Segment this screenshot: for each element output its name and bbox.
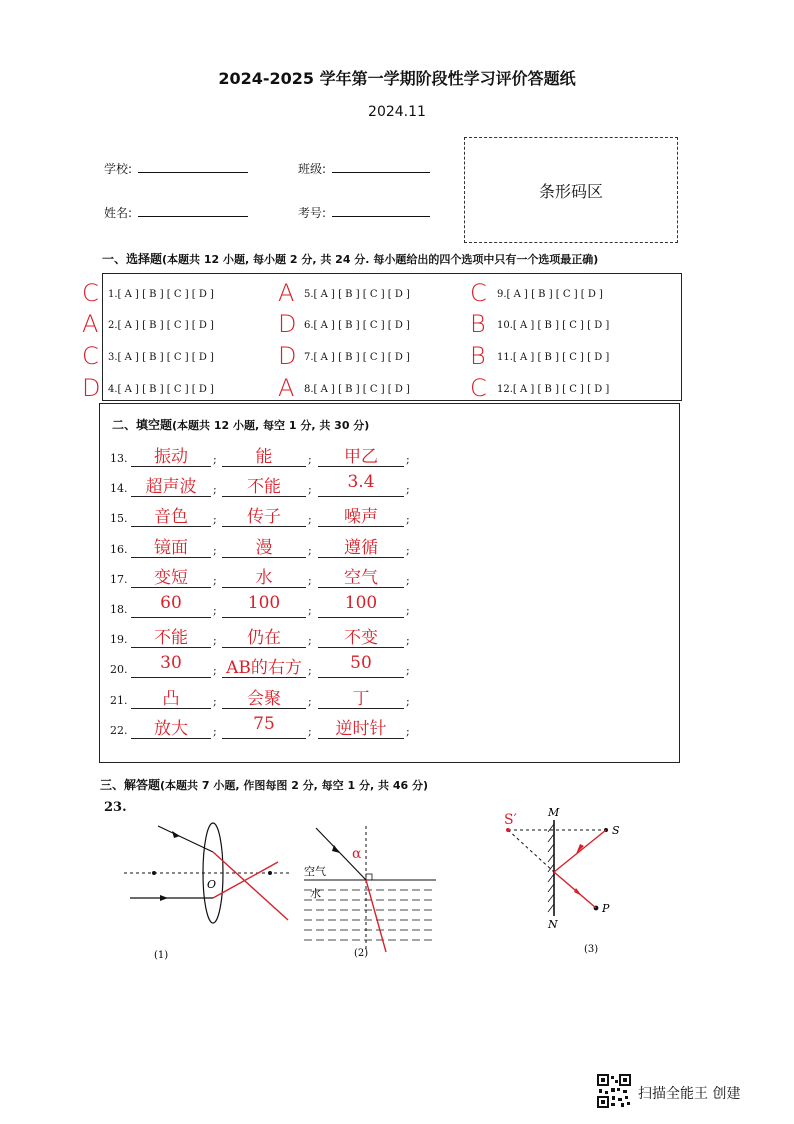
- section3-note: (本题共 7 小题, 作图每图 2 分, 每空 1 分, 共 46 分): [160, 779, 428, 792]
- fill-blank[interactable]: [318, 446, 404, 467]
- separator: ;: [213, 544, 217, 557]
- figure-refraction: [300, 820, 450, 970]
- handwritten-fill-answer: 甲乙: [344, 447, 378, 467]
- handwritten-fill-answer: 仍在: [247, 628, 281, 648]
- point-s-prime: [506, 828, 510, 832]
- choice-question-7[interactable]: 7.[ A ] [ B ] [ C ] [ D ]: [304, 352, 410, 363]
- separator: ;: [308, 483, 312, 496]
- label-water: 水: [310, 887, 321, 900]
- school-label: 学校:: [104, 162, 133, 176]
- label-alpha: α: [352, 846, 362, 862]
- handwritten-fill-answer: 遵循: [344, 538, 378, 558]
- choice-question-10[interactable]: 10.[ A ] [ B ] [ C ] [ D ]: [497, 320, 610, 331]
- handwritten-answer-8: A: [278, 374, 295, 402]
- separator: ;: [406, 544, 410, 557]
- choice-question-12[interactable]: 12.[ A ] [ B ] [ C ] [ D ]: [497, 384, 610, 395]
- separator: ;: [406, 664, 410, 677]
- handwritten-fill-answer: AB的右方: [226, 658, 302, 678]
- handwritten-fill-answer: 振动: [154, 447, 188, 467]
- arrow-2: [160, 895, 168, 901]
- fill-blank[interactable]: [222, 506, 306, 527]
- separator: ;: [308, 634, 312, 647]
- fill-question-number: 22.: [110, 724, 128, 737]
- fill-blank[interactable]: [318, 472, 404, 497]
- separator: ;: [213, 483, 217, 496]
- label-p: P: [602, 902, 610, 915]
- fill-question-number: 15.: [110, 512, 128, 525]
- fill-blank[interactable]: [131, 593, 211, 618]
- fill-blank[interactable]: [318, 537, 404, 558]
- fill-blank[interactable]: [131, 653, 211, 678]
- choice-question-6[interactable]: 6.[ A ] [ B ] [ C ] [ D ]: [304, 320, 410, 331]
- handwritten-answer-11: B: [470, 342, 486, 370]
- handwritten-answer-2: A: [82, 310, 99, 338]
- handwritten-answer-1: C: [82, 279, 99, 307]
- handwritten-answer-3: C: [82, 342, 99, 370]
- fill-blank[interactable]: [318, 627, 404, 648]
- handwritten-fill-answer: 能: [255, 447, 273, 467]
- fill-question-number: 19.: [110, 633, 128, 646]
- qr-code-icon: [597, 1074, 631, 1108]
- separator: ;: [213, 695, 217, 708]
- separator: ;: [213, 513, 217, 526]
- section1-heading: [102, 250, 598, 267]
- fill-blank[interactable]: [131, 718, 211, 739]
- separator: ;: [308, 574, 312, 587]
- handwritten-fill-answer: 传子: [247, 507, 281, 527]
- exam-no-field: [298, 204, 430, 221]
- fill-blank[interactable]: [131, 537, 211, 558]
- choice-question-11[interactable]: 11.[ A ] [ B ] [ C ] [ D ]: [497, 352, 610, 363]
- separator: ;: [308, 664, 312, 677]
- handwritten-fill-answer: 空气: [344, 568, 378, 588]
- footer-text: 扫描全能王 创建: [638, 1086, 741, 1102]
- fill-blank[interactable]: [131, 688, 211, 709]
- choice-question-3[interactable]: 3.[ A ] [ B ] [ C ] [ D ]: [108, 352, 214, 363]
- fill-blank[interactable]: [318, 567, 404, 588]
- figure-mirror: [490, 800, 640, 960]
- separator: ;: [213, 664, 217, 677]
- handwritten-fill-answer: 会聚: [247, 689, 281, 709]
- fig3-caption: (3): [584, 944, 599, 955]
- handwritten-answer-6: D: [278, 310, 297, 338]
- section2-note: (本题共 12 小题, 每空 1 分, 共 30 分): [172, 419, 370, 432]
- handwritten-answer-5: A: [278, 279, 295, 307]
- label-s: S: [612, 824, 620, 837]
- figure-lens: [118, 810, 298, 970]
- separator: ;: [308, 604, 312, 617]
- refracted-ray: [366, 880, 386, 952]
- section1-title: 一、选择题: [102, 252, 163, 266]
- fill-blank[interactable]: [131, 567, 211, 588]
- label-o: O: [207, 878, 217, 891]
- handwritten-fill-answer: 3.4: [347, 472, 375, 492]
- handwritten-fill-answer: 水: [255, 568, 273, 588]
- fill-question-number: 18.: [110, 603, 128, 616]
- handwritten-fill-answer: 60: [160, 593, 182, 613]
- section3-title: 三、解答题: [100, 778, 161, 792]
- separator: ;: [213, 574, 217, 587]
- handwritten-answer-12: C: [470, 374, 487, 402]
- fill-question-number: 20.: [110, 663, 128, 676]
- separator: ;: [308, 513, 312, 526]
- handwritten-fill-answer: 逆时针: [335, 719, 387, 739]
- section3-heading: [100, 776, 428, 793]
- handwritten-fill-answer: 变短: [154, 568, 188, 588]
- handwritten-answer-10: B: [470, 310, 486, 338]
- handwritten-fill-answer: 30: [160, 653, 182, 673]
- handwritten-answer-9: C: [470, 279, 487, 307]
- name-field: [104, 204, 248, 221]
- fill-question-number: 21.: [110, 694, 128, 707]
- fill-blank[interactable]: [131, 627, 211, 648]
- section1-note: (本题共 12 小题, 每小题 2 分, 共 24 分. 每小题给出的四个选项中只有一个选项最正确): [162, 253, 599, 266]
- choice-question-2[interactable]: 2.[ A ] [ B ] [ C ] [ D ]: [108, 320, 214, 331]
- right-angle-mark: [366, 874, 372, 880]
- fig2-caption: (2): [354, 948, 369, 959]
- exam-no-label: 考号:: [298, 206, 327, 220]
- handwritten-fill-answer: 75: [253, 714, 275, 734]
- fill-blank[interactable]: [222, 627, 306, 648]
- exam-no-line[interactable]: [332, 204, 430, 217]
- handwritten-fill-answer: 漫: [255, 538, 273, 558]
- handwritten-fill-answer: 50: [350, 653, 372, 673]
- handwritten-fill-answer: 超声波: [145, 477, 197, 497]
- virtual-ray: [508, 830, 554, 872]
- handwritten-fill-answer: 不能: [247, 477, 281, 497]
- choice-question-5[interactable]: 5.[ A ] [ B ] [ C ] [ D ]: [304, 289, 410, 300]
- separator: ;: [308, 453, 312, 466]
- separator: ;: [406, 574, 410, 587]
- handwritten-fill-answer: 不变: [344, 628, 378, 648]
- barcode-area-label: 条形码区: [538, 181, 603, 201]
- section2-heading: [112, 416, 369, 433]
- separator: ;: [213, 604, 217, 617]
- handwritten-fill-answer: 放大: [154, 719, 188, 739]
- separator: ;: [406, 634, 410, 647]
- focus-left: [152, 871, 156, 875]
- fill-blank[interactable]: [222, 476, 306, 497]
- handwritten-answer-4: D: [82, 374, 101, 402]
- fill-question-number: 16.: [110, 543, 128, 556]
- fill-blank[interactable]: [222, 446, 306, 467]
- fill-blank[interactable]: [131, 446, 211, 467]
- separator: ;: [213, 634, 217, 647]
- class-label: 班级:: [298, 162, 327, 176]
- handwritten-fill-answer: 噪声: [344, 507, 378, 527]
- school-line[interactable]: [138, 160, 248, 173]
- handwritten-fill-answer: 音色: [154, 507, 188, 527]
- handwritten-answer-7: D: [278, 342, 297, 370]
- fill-blank[interactable]: [318, 718, 404, 739]
- fig1-caption: (1): [154, 950, 169, 961]
- fill-blank[interactable]: [318, 593, 404, 618]
- separator: ;: [406, 695, 410, 708]
- arrow-1: [172, 831, 180, 838]
- label-m: M: [548, 806, 560, 819]
- barcode-area: [464, 137, 678, 243]
- section2-title: 二、填空题: [112, 418, 173, 432]
- separator: ;: [213, 725, 217, 738]
- handwritten-fill-answer: 不能: [154, 628, 188, 648]
- label-air: 空气: [304, 865, 326, 878]
- fill-blank[interactable]: [131, 506, 211, 527]
- separator: ;: [308, 725, 312, 738]
- reflected-arrow: [574, 888, 582, 896]
- fill-question-number: 17.: [110, 573, 128, 586]
- exam-date: 2024.11: [368, 104, 426, 120]
- fill-blank[interactable]: [222, 593, 306, 618]
- label-n: N: [548, 918, 558, 931]
- fill-blank[interactable]: [131, 476, 211, 497]
- fill-blank[interactable]: [318, 653, 404, 678]
- choice-question-1[interactable]: 1.[ A ] [ B ] [ C ] [ D ]: [108, 289, 214, 300]
- class-line[interactable]: [332, 160, 430, 173]
- separator: ;: [406, 483, 410, 496]
- choice-question-8[interactable]: 8.[ A ] [ B ] [ C ] [ D ]: [304, 384, 410, 395]
- incident-ray-1: [158, 826, 213, 852]
- separator: ;: [308, 544, 312, 557]
- name-line[interactable]: [138, 204, 248, 217]
- fill-blank[interactable]: [222, 714, 306, 739]
- separator: ;: [213, 453, 217, 466]
- choice-question-4[interactable]: 4.[ A ] [ B ] [ C ] [ D ]: [108, 384, 214, 395]
- fill-blank[interactable]: [318, 688, 404, 709]
- fill-blank[interactable]: [318, 506, 404, 527]
- page-title: 2024-2025 学年第一学期阶段性学习评价答题纸: [218, 69, 576, 88]
- handwritten-fill-answer: 丁: [352, 689, 370, 709]
- separator: ;: [406, 453, 410, 466]
- fill-blank[interactable]: [222, 567, 306, 588]
- question-23-number: 23.: [104, 800, 127, 815]
- separator: ;: [308, 695, 312, 708]
- separator: ;: [406, 725, 410, 738]
- separator: ;: [406, 513, 410, 526]
- handwritten-fill-answer: 100: [247, 593, 281, 613]
- handwritten-fill-answer: 100: [344, 593, 378, 613]
- fill-question-number: 13.: [110, 452, 128, 465]
- fill-blank[interactable]: [222, 657, 306, 678]
- handwritten-fill-answer: 凸: [162, 689, 180, 709]
- choice-question-9[interactable]: 9.[ A ] [ B ] [ C ] [ D ]: [497, 289, 603, 300]
- fill-blank[interactable]: [222, 537, 306, 558]
- incident-ray: [554, 830, 606, 872]
- fill-blank[interactable]: [222, 688, 306, 709]
- handwritten-fill-answer: 镜面: [154, 538, 188, 558]
- focus-right: [268, 871, 272, 875]
- school-field: [104, 160, 248, 177]
- separator: ;: [406, 604, 410, 617]
- label-s-prime: S′: [504, 812, 517, 828]
- class-field: [298, 160, 430, 177]
- name-label: 姓名:: [104, 206, 133, 220]
- fill-question-number: 14.: [110, 482, 128, 495]
